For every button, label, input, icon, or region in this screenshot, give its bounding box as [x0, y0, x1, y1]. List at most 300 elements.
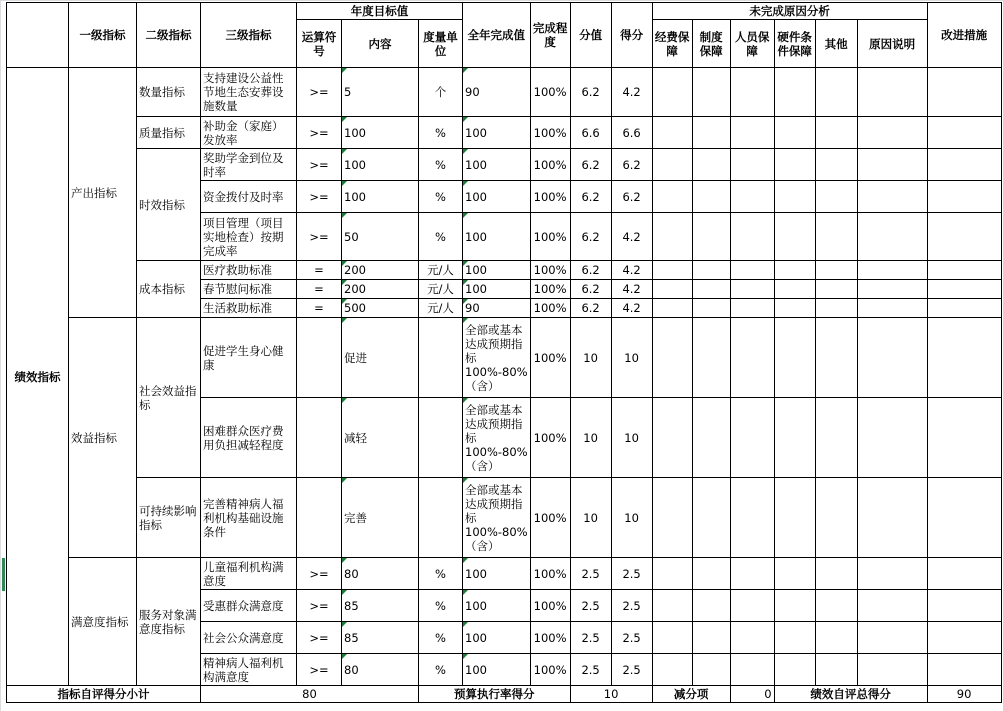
operator-cell[interactable] — [297, 318, 342, 398]
actual-cell[interactable] — [463, 117, 531, 149]
empty-cell[interactable] — [857, 68, 927, 117]
operator-cell[interactable]: >= — [297, 117, 342, 149]
completion-cell[interactable]: 100% — [530, 181, 570, 213]
score-cell[interactable]: 10 — [611, 398, 652, 478]
empty-cell[interactable] — [927, 622, 1001, 654]
actual-cell[interactable] — [463, 299, 531, 318]
empty-cell[interactable] — [730, 68, 774, 117]
unit-cell[interactable]: % — [419, 181, 463, 213]
completion-cell[interactable]: 100% — [530, 558, 570, 590]
empty-cell[interactable] — [927, 318, 1001, 398]
empty-cell[interactable] — [692, 590, 730, 622]
operator-cell[interactable]: >= — [297, 590, 342, 622]
operator-cell[interactable]: >= — [297, 181, 342, 213]
value-cell[interactable]: 6.2 — [570, 181, 611, 213]
value-cell[interactable]: 10 — [570, 398, 611, 478]
actual-cell[interactable] — [463, 280, 531, 299]
score-cell[interactable]: 2.5 — [611, 622, 652, 654]
header-improvement[interactable]: 改进措施 — [927, 3, 1001, 68]
target-content-cell[interactable] — [342, 478, 419, 558]
empty-cell[interactable] — [730, 299, 774, 318]
category-cost[interactable]: 成本指标 — [137, 261, 201, 318]
category-social[interactable]: 社会效益指标 — [137, 318, 201, 478]
target-content-text: 完善 — [344, 510, 367, 525]
empty-cell[interactable] — [730, 213, 774, 261]
actual-text: 90 — [465, 301, 480, 315]
empty-cell[interactable] — [815, 261, 857, 280]
empty-cell[interactable] — [927, 261, 1001, 280]
empty-cell[interactable] — [857, 654, 927, 686]
target-content-cell[interactable] — [342, 622, 419, 654]
empty-cell[interactable] — [774, 622, 815, 654]
empty-cell[interactable] — [815, 181, 857, 213]
unit-cell[interactable]: 元/人 — [419, 261, 463, 280]
empty-cell[interactable] — [730, 318, 774, 398]
empty-cell[interactable] — [815, 149, 857, 181]
empty-cell[interactable] — [652, 478, 692, 558]
value-cell[interactable]: 2.5 — [570, 590, 611, 622]
header-fund[interactable]: 经费保障 — [652, 20, 692, 68]
indicator-name[interactable]: 医疗救助标准 — [201, 261, 297, 280]
score-cell[interactable]: 6.6 — [611, 117, 652, 149]
comment-marker — [342, 68, 347, 73]
actual-cell[interactable] — [463, 318, 531, 398]
empty-cell[interactable] — [857, 117, 927, 149]
indicator-name[interactable]: 精神病人福利机构满意度 — [201, 654, 297, 686]
comment-marker — [342, 590, 347, 595]
target-content-text: 80 — [344, 662, 359, 677]
empty-cell[interactable] — [857, 280, 927, 299]
actual-text: 全部或基本达成预期指标100%-80%（含） — [465, 322, 528, 393]
empty-cell[interactable] — [692, 261, 730, 280]
score-cell[interactable]: 4.2 — [611, 299, 652, 318]
empty-cell[interactable] — [927, 117, 1001, 149]
completion-cell[interactable]: 100% — [530, 280, 570, 299]
empty-cell[interactable] — [730, 622, 774, 654]
target-content-cell[interactable] — [342, 318, 419, 398]
completion-cell[interactable]: 100% — [530, 398, 570, 478]
empty-cell[interactable] — [692, 299, 730, 318]
empty-cell[interactable] — [815, 558, 857, 590]
target-content-text: 100 — [344, 157, 366, 172]
indicator-name[interactable]: 困难群众医疗费用负担减轻程度 — [201, 398, 297, 478]
empty-cell[interactable] — [927, 654, 1001, 686]
target-content-cell[interactable] — [342, 398, 419, 478]
target-content-cell[interactable] — [342, 280, 419, 299]
empty-cell[interactable] — [774, 478, 815, 558]
comment-marker — [463, 280, 468, 285]
unit-cell[interactable]: % — [419, 654, 463, 686]
indicator-name[interactable]: 受惠群众满意度 — [201, 590, 297, 622]
comment-marker — [463, 299, 468, 304]
empty-cell[interactable] — [774, 654, 815, 686]
comment-marker — [342, 149, 347, 154]
actual-cell[interactable] — [463, 558, 531, 590]
actual-cell[interactable] — [463, 478, 531, 558]
actual-cell[interactable] — [463, 149, 531, 181]
header-operator[interactable]: 运算符号 — [297, 20, 342, 68]
score-cell[interactable]: 10 — [611, 478, 652, 558]
empty-cell[interactable] — [730, 280, 774, 299]
operator-cell[interactable]: >= — [297, 68, 342, 117]
unit-cell[interactable]: % — [419, 590, 463, 622]
value-cell[interactable]: 6.2 — [570, 299, 611, 318]
empty-cell[interactable] — [927, 590, 1001, 622]
actual-cell[interactable] — [463, 654, 531, 686]
empty-cell[interactable] — [815, 654, 857, 686]
empty-cell[interactable] — [815, 590, 857, 622]
comment-marker — [463, 398, 468, 403]
empty-cell[interactable] — [857, 590, 927, 622]
header-annual-actual[interactable]: 全年完成值 — [463, 3, 531, 68]
actual-text: 100 — [465, 282, 487, 296]
completion-cell[interactable]: 100% — [530, 149, 570, 181]
empty-cell[interactable] — [774, 261, 815, 280]
footer-total-label[interactable]: 绩效自评总得分 — [774, 686, 927, 703]
category-quantity[interactable]: 数量指标 — [137, 68, 201, 117]
footer-budget-label[interactable]: 预算执行率得分 — [419, 686, 571, 703]
completion-cell[interactable]: 100% — [530, 590, 570, 622]
operator-cell[interactable]: = — [297, 280, 342, 299]
value-cell[interactable]: 2.5 — [570, 622, 611, 654]
category-timeliness[interactable]: 时效指标 — [137, 149, 201, 261]
empty-cell[interactable] — [857, 261, 927, 280]
actual-cell[interactable] — [463, 68, 531, 117]
value-cell[interactable]: 6.2 — [570, 261, 611, 280]
empty-cell[interactable] — [815, 622, 857, 654]
target-content-cell[interactable] — [342, 261, 419, 280]
empty-cell[interactable] — [815, 117, 857, 149]
value-cell[interactable]: 10 — [570, 318, 611, 398]
header-staff[interactable]: 人员保障 — [730, 20, 774, 68]
empty-cell[interactable] — [692, 398, 730, 478]
empty-cell[interactable] — [857, 398, 927, 478]
target-content-cell[interactable] — [342, 149, 419, 181]
footer-deduct-label[interactable]: 减分项 — [652, 686, 730, 703]
indicator-name[interactable]: 奖助学金到位及时率 — [201, 149, 297, 181]
header-level1[interactable]: 一级指标 — [69, 3, 137, 68]
empty-cell[interactable] — [730, 149, 774, 181]
score-cell[interactable]: 6.2 — [611, 181, 652, 213]
empty-cell[interactable] — [857, 478, 927, 558]
score-cell[interactable]: 2.5 — [611, 590, 652, 622]
empty-cell[interactable] — [774, 299, 815, 318]
target-content-text: 50 — [344, 229, 359, 244]
unit-cell[interactable]: 个 — [419, 68, 463, 117]
target-content-cell[interactable] — [342, 181, 419, 213]
comment-marker — [463, 149, 468, 154]
comment-marker — [342, 117, 347, 122]
unit-cell[interactable]: % — [419, 213, 463, 261]
operator-cell[interactable]: >= — [297, 622, 342, 654]
footer-budget-value[interactable]: 10 — [570, 686, 652, 703]
operator-cell[interactable]: = — [297, 261, 342, 280]
empty-cell[interactable] — [774, 117, 815, 149]
empty-cell[interactable] — [815, 68, 857, 117]
header-other[interactable]: 其他 — [815, 20, 857, 68]
actual-cell[interactable] — [463, 213, 531, 261]
comment-marker — [342, 478, 347, 483]
target-content-cell[interactable] — [342, 213, 419, 261]
header-blank-cell[interactable] — [7, 3, 69, 68]
header-system[interactable]: 制度保障 — [692, 20, 730, 68]
target-content-text: 100 — [344, 189, 366, 204]
indicator-name[interactable]: 促进学生身心健康 — [201, 318, 297, 398]
section-satisfaction[interactable]: 满意度指标 — [69, 558, 137, 686]
completion-cell[interactable]: 100% — [530, 213, 570, 261]
empty-cell[interactable] — [774, 213, 815, 261]
header-annual-target[interactable]: 年度目标值 — [297, 3, 463, 20]
empty-cell[interactable] — [692, 117, 730, 149]
empty-cell[interactable] — [857, 299, 927, 318]
empty-cell[interactable] — [857, 622, 927, 654]
footer-total-value[interactable]: 90 — [927, 686, 1001, 703]
comment-marker — [463, 478, 468, 483]
header-incomplete-reason[interactable]: 未完成原因分析 — [652, 3, 927, 20]
score-cell[interactable]: 6.2 — [611, 149, 652, 181]
category-quality[interactable]: 质量指标 — [137, 117, 201, 149]
empty-cell[interactable] — [927, 478, 1001, 558]
empty-cell[interactable] — [857, 213, 927, 261]
target-content-cell[interactable] — [342, 558, 419, 590]
empty-cell[interactable] — [927, 280, 1001, 299]
header-completion[interactable]: 完成程度 — [530, 3, 570, 68]
empty-cell[interactable] — [652, 181, 692, 213]
unit-cell[interactable]: % — [419, 622, 463, 654]
completion-cell[interactable]: 100% — [530, 478, 570, 558]
indicator-name[interactable]: 资金拨付及时率 — [201, 181, 297, 213]
empty-cell[interactable] — [927, 68, 1001, 117]
empty-cell[interactable] — [692, 478, 730, 558]
empty-cell[interactable] — [652, 280, 692, 299]
empty-cell[interactable] — [652, 590, 692, 622]
empty-cell[interactable] — [692, 213, 730, 261]
comment-marker — [342, 318, 347, 323]
comment-marker — [342, 213, 347, 218]
empty-cell[interactable] — [730, 398, 774, 478]
empty-cell[interactable] — [652, 261, 692, 280]
score-cell[interactable]: 2.5 — [611, 654, 652, 686]
empty-cell[interactable] — [652, 149, 692, 181]
empty-cell[interactable] — [815, 398, 857, 478]
indicator-name[interactable]: 支持建设公益性节地生态安葬设施数量 — [201, 68, 297, 117]
value-cell[interactable]: 2.5 — [570, 654, 611, 686]
unit-cell[interactable] — [419, 398, 463, 478]
unit-cell[interactable] — [419, 318, 463, 398]
actual-text: 100 — [465, 125, 487, 140]
empty-cell[interactable] — [857, 149, 927, 181]
empty-cell[interactable] — [652, 398, 692, 478]
target-content-cell[interactable] — [342, 654, 419, 686]
comment-marker — [463, 622, 468, 627]
empty-cell[interactable] — [774, 181, 815, 213]
empty-cell[interactable] — [774, 318, 815, 398]
empty-cell[interactable] — [927, 181, 1001, 213]
empty-cell[interactable] — [815, 478, 857, 558]
actual-cell[interactable] — [463, 590, 531, 622]
header-content[interactable]: 内容 — [342, 20, 419, 68]
empty-cell[interactable] — [774, 590, 815, 622]
indicator-name[interactable]: 项目管理（项目实地检查）按期完成率 — [201, 213, 297, 261]
actual-text: 100 — [465, 566, 487, 581]
operator-cell[interactable] — [297, 478, 342, 558]
value-cell[interactable]: 6.2 — [570, 213, 611, 261]
score-cell[interactable]: 4.2 — [611, 213, 652, 261]
value-cell[interactable]: 6.2 — [570, 68, 611, 117]
header-score-value[interactable]: 分值 — [570, 3, 611, 68]
actual-cell[interactable] — [463, 261, 531, 280]
unit-cell[interactable]: 元/人 — [419, 299, 463, 318]
empty-cell[interactable] — [730, 590, 774, 622]
header-reason-note[interactable]: 原因说明 — [857, 20, 927, 68]
actual-text: 100 — [465, 598, 487, 613]
completion-cell[interactable]: 100% — [530, 117, 570, 149]
operator-cell[interactable]: = — [297, 299, 342, 318]
header-unit[interactable]: 度量单位 — [419, 20, 463, 68]
completion-cell[interactable]: 100% — [530, 622, 570, 654]
operator-cell[interactable]: >= — [297, 558, 342, 590]
completion-cell[interactable]: 100% — [530, 318, 570, 398]
actual-text: 100 — [465, 229, 487, 244]
operator-cell[interactable]: >= — [297, 654, 342, 686]
operator-cell[interactable]: >= — [297, 149, 342, 181]
unit-cell[interactable]: % — [419, 117, 463, 149]
empty-cell[interactable] — [730, 181, 774, 213]
empty-cell[interactable] — [927, 149, 1001, 181]
completion-cell[interactable]: 100% — [530, 299, 570, 318]
empty-cell[interactable] — [652, 622, 692, 654]
score-cell[interactable]: 4.2 — [611, 261, 652, 280]
empty-cell[interactable] — [815, 280, 857, 299]
indicator-name[interactable]: 补助金（家庭）发放率 — [201, 117, 297, 149]
target-content-text: 85 — [344, 630, 359, 645]
header-level2[interactable]: 二级指标 — [137, 3, 201, 68]
comment-marker — [342, 280, 347, 285]
value-cell[interactable]: 2.5 — [570, 558, 611, 590]
empty-cell[interactable] — [730, 117, 774, 149]
performance-evaluation-table — [6, 2, 1002, 703]
empty-cell[interactable] — [730, 558, 774, 590]
value-cell[interactable]: 6.6 — [570, 117, 611, 149]
score-cell[interactable]: 4.2 — [611, 280, 652, 299]
operator-cell[interactable]: >= — [297, 213, 342, 261]
empty-cell[interactable] — [692, 558, 730, 590]
empty-cell[interactable] — [692, 181, 730, 213]
header-score[interactable]: 得分 — [611, 3, 652, 68]
empty-cell[interactable] — [774, 398, 815, 478]
target-content-cell[interactable] — [342, 590, 419, 622]
comment-marker — [463, 117, 468, 122]
empty-cell[interactable] — [815, 299, 857, 318]
target-content-cell[interactable] — [342, 299, 419, 318]
actual-text: 全部或基本达成预期指标100%-80%（含） — [465, 482, 528, 553]
empty-cell[interactable] — [730, 261, 774, 280]
empty-cell[interactable] — [652, 213, 692, 261]
empty-cell[interactable] — [815, 318, 857, 398]
indicator-name[interactable]: 社会公众满意度 — [201, 622, 297, 654]
actual-text: 100 — [465, 630, 487, 645]
empty-cell[interactable] — [815, 213, 857, 261]
section-benefit[interactable]: 效益指标 — [69, 318, 137, 558]
empty-cell[interactable] — [774, 280, 815, 299]
actual-text: 100 — [465, 157, 487, 172]
empty-cell[interactable] — [927, 299, 1001, 318]
comment-marker — [342, 181, 347, 186]
footer-subtotal-value[interactable]: 80 — [201, 686, 419, 703]
empty-cell[interactable] — [927, 558, 1001, 590]
section-performance[interactable]: 绩效指标 — [7, 68, 69, 686]
footer-deduct-value[interactable]: 0 — [730, 686, 774, 703]
value-cell[interactable]: 10 — [570, 478, 611, 558]
empty-cell[interactable] — [774, 68, 815, 117]
empty-cell[interactable] — [927, 398, 1001, 478]
completion-cell[interactable]: 100% — [530, 261, 570, 280]
target-content-cell[interactable] — [342, 68, 419, 117]
value-cell[interactable]: 6.2 — [570, 280, 611, 299]
unit-cell[interactable]: % — [419, 149, 463, 181]
score-cell[interactable]: 4.2 — [611, 68, 652, 117]
empty-cell[interactable] — [692, 622, 730, 654]
completion-cell[interactable]: 100% — [530, 68, 570, 117]
section-output[interactable]: 产出指标 — [69, 68, 137, 318]
empty-cell[interactable] — [692, 149, 730, 181]
empty-cell[interactable] — [692, 654, 730, 686]
empty-cell[interactable] — [652, 654, 692, 686]
category-service[interactable]: 服务对象满意度指标 — [137, 558, 201, 686]
value-cell[interactable]: 6.2 — [570, 149, 611, 181]
empty-cell[interactable] — [774, 149, 815, 181]
empty-cell[interactable] — [692, 68, 730, 117]
empty-cell[interactable] — [730, 654, 774, 686]
header-level3[interactable]: 三级指标 — [201, 3, 297, 68]
actual-cell[interactable] — [463, 398, 531, 478]
unit-cell[interactable]: % — [419, 558, 463, 590]
comment-marker — [463, 558, 468, 563]
unit-cell[interactable]: 元/人 — [419, 280, 463, 299]
comment-marker — [463, 213, 468, 218]
sheet-gridline — [0, 0, 1003, 1]
empty-cell[interactable] — [652, 117, 692, 149]
actual-cell[interactable] — [463, 181, 531, 213]
empty-cell[interactable] — [652, 299, 692, 318]
unit-cell[interactable] — [419, 478, 463, 558]
category-sustainable[interactable]: 可持续影响指标 — [137, 478, 201, 558]
score-cell[interactable]: 10 — [611, 318, 652, 398]
empty-cell[interactable] — [692, 280, 730, 299]
empty-cell[interactable] — [652, 318, 692, 398]
empty-cell[interactable] — [927, 213, 1001, 261]
actual-cell[interactable] — [463, 622, 531, 654]
empty-cell[interactable] — [857, 181, 927, 213]
empty-cell[interactable] — [652, 68, 692, 117]
empty-cell[interactable] — [730, 478, 774, 558]
completion-cell[interactable]: 100% — [530, 654, 570, 686]
indicator-name[interactable]: 完善精神病人福利机构基础设施条件 — [201, 478, 297, 558]
footer-subtotal-label[interactable]: 指标自评得分小计 — [7, 686, 201, 703]
target-content-cell[interactable] — [342, 117, 419, 149]
header-hardware[interactable]: 硬件条件保障 — [774, 20, 815, 68]
score-cell[interactable]: 2.5 — [611, 558, 652, 590]
empty-cell[interactable] — [774, 558, 815, 590]
empty-cell[interactable] — [857, 318, 927, 398]
operator-cell[interactable] — [297, 398, 342, 478]
empty-cell[interactable] — [692, 318, 730, 398]
indicator-name[interactable]: 儿童福利机构满意度 — [201, 558, 297, 590]
empty-cell[interactable] — [652, 558, 692, 590]
indicator-name[interactable]: 春节慰问标准 — [201, 280, 297, 299]
indicator-name[interactable]: 生活救助标准 — [201, 299, 297, 318]
empty-cell[interactable] — [857, 558, 927, 590]
